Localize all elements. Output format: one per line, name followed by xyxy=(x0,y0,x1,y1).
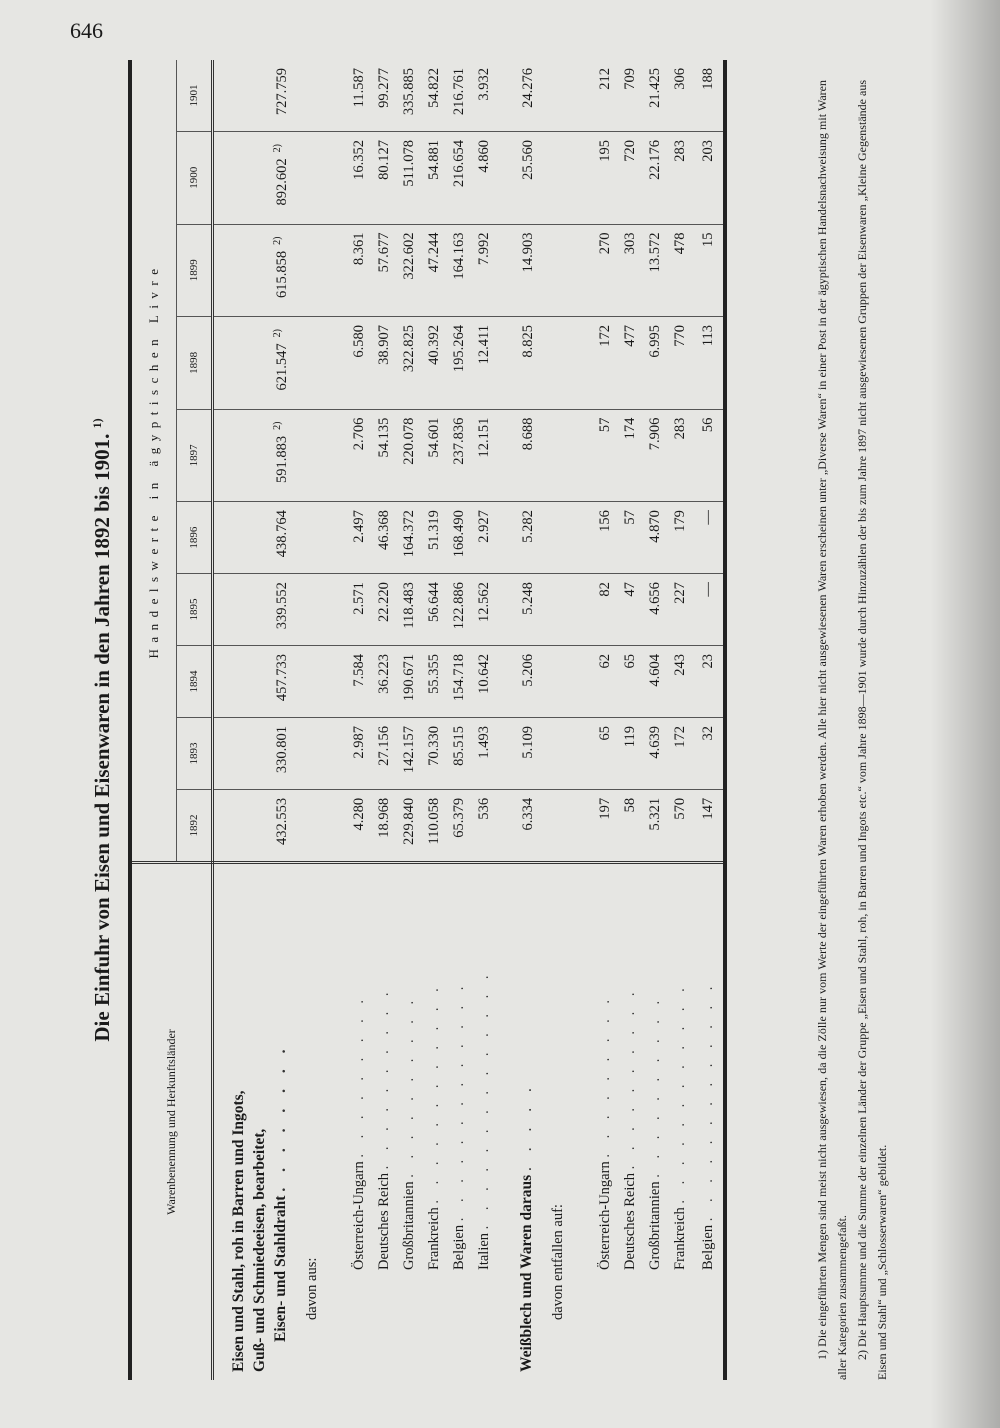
table-cell: 8.688 xyxy=(511,409,537,502)
table-cell: 99.277 xyxy=(372,60,397,131)
table-cell: 2.706 xyxy=(347,409,372,502)
table-cell: 457.733 xyxy=(228,646,291,718)
table-row-iron-steel-total xyxy=(228,60,291,1380)
table-cell: 5.109 xyxy=(511,717,537,789)
table-row xyxy=(668,60,693,1380)
table-cell: 220.078 xyxy=(397,409,422,502)
year-header: 1892 xyxy=(177,789,213,862)
table-cell: 4.860 xyxy=(472,131,497,224)
table-cell: 46.368 xyxy=(372,502,397,574)
year-header: 1899 xyxy=(177,224,213,317)
year-header: 1893 xyxy=(177,717,213,789)
footnote-ref: 2) xyxy=(272,236,284,245)
table-cell: 478 xyxy=(668,224,693,317)
table-cell: 47 xyxy=(618,574,643,646)
table-cell: 54.601 xyxy=(422,409,447,502)
table-cell: 172 xyxy=(668,717,693,789)
table-row xyxy=(422,60,447,1380)
table-cell: 477 xyxy=(618,317,643,410)
table-cell: 172 xyxy=(593,317,618,410)
table-cell: 65.379 xyxy=(451,797,467,838)
table-cell: 113 xyxy=(693,317,725,410)
table-cell: — xyxy=(693,574,725,646)
table-cell: 5.248 xyxy=(511,574,537,646)
table-cell: 22.220 xyxy=(372,574,397,646)
table-cell: 330.801 xyxy=(228,717,291,789)
table-cell: 110.058 xyxy=(426,797,442,845)
table-cell: 2.987 xyxy=(347,717,372,789)
table-cell: 54.822 xyxy=(422,60,447,131)
table-cell: 56.644 xyxy=(422,574,447,646)
table-cell: 5.282 xyxy=(511,502,537,574)
table-cell: 892.602$^{2)}$ xyxy=(228,131,291,224)
table-cell: 7.992 xyxy=(472,224,497,317)
table-cell: 216.654 xyxy=(447,131,472,224)
table-cell: 770 xyxy=(668,317,693,410)
table-cell: 322.602 xyxy=(397,224,422,317)
country-label: Großbritannien . . . . . . . . . . xyxy=(643,863,668,1381)
title-footnote-ref: 1) xyxy=(90,418,104,429)
table-cell: 4.656 xyxy=(643,574,668,646)
value-column-header: Handelswerte in ägyptischen Livre xyxy=(130,60,177,863)
title-text: Die Einfuhr von Eisen und Eisenwaren in den Jahren 1892 bis 1901. xyxy=(90,433,114,1042)
footnote-ref: 2) xyxy=(272,143,284,153)
country-label: Belgien . . . . . . . . . . . . . xyxy=(447,863,472,1381)
year-header: 1901 xyxy=(177,60,213,131)
table-cell: 283 xyxy=(668,131,693,224)
table-cell: 10.642 xyxy=(472,646,497,718)
table-cell: — xyxy=(693,502,725,574)
label-line: Eisen- und Stahldraht xyxy=(272,1195,289,1342)
table-cell: 36.223 xyxy=(372,646,397,718)
rotated-table-page xyxy=(60,60,940,1400)
table-cell: 335.885 xyxy=(397,60,422,131)
table-cell: 7.906 xyxy=(643,409,668,502)
table-cell: 438.764 xyxy=(228,502,291,574)
footnote-1: 1) Die eingeführten Mengen sind meist nicht ausgewiesen, da die Zölle nur vom Werte der eingeführten Waren erhoben werden. Alle hier nicht ausgewiesenen Waren erscheinen unter „Diverse Waren“ in einer Post in der ägyptischen Handelsnachweisung mit Waren aller Kategorien zusammengefaßt. xyxy=(815,80,849,1380)
table-cell: 4.639 xyxy=(643,717,668,789)
table-row xyxy=(397,60,422,1380)
footnote-ref: 2) xyxy=(272,421,284,430)
page-number: 646 xyxy=(70,18,103,43)
table-cell: 8.361 xyxy=(347,224,372,317)
table-title xyxy=(90,60,115,1400)
table-cell: 54.135 xyxy=(372,409,397,502)
table-cell: 432.553 xyxy=(274,797,290,846)
country-label: Österreich-Ungarn . . . . . . . . . xyxy=(347,863,372,1381)
spacer-row xyxy=(497,60,511,1380)
table-cell: 62 xyxy=(593,646,618,718)
table-cell: 142.157 xyxy=(397,717,422,789)
year-header: 1895 xyxy=(177,574,213,646)
table-cell: 23 xyxy=(693,646,725,718)
table-cell: 212 xyxy=(593,60,618,131)
sub-heading-row xyxy=(291,60,333,1380)
year-header: 1898 xyxy=(177,317,213,410)
table-cell: 164.372 xyxy=(397,502,422,574)
table-cell: 156 xyxy=(593,502,618,574)
table-cell: 511.078 xyxy=(397,131,422,224)
table-cell: 6.580 xyxy=(347,317,372,410)
country-label: Deutsches Reich . . . . . . . . . . xyxy=(372,863,397,1381)
table-cell: 55.355 xyxy=(422,646,447,718)
spacer-row xyxy=(579,60,593,1380)
table-cell: 119 xyxy=(618,717,643,789)
table-cell: 18.968 xyxy=(376,797,392,838)
table-cell: 24.276 xyxy=(511,60,537,131)
table-row xyxy=(347,60,372,1380)
table-cell: 22.176 xyxy=(643,131,668,224)
table-cell: 11.587 xyxy=(347,60,372,131)
sub-heading: davon aus: xyxy=(291,863,333,1381)
table-cell: 57 xyxy=(593,409,618,502)
table-cell: 6.334 xyxy=(520,797,536,831)
footnote-2: 2) Die Hauptsumme und die Summe der einzelnen Länder der Gruppe „Eisen und Stahl, roh, in Barren und Ingots etc.“ vom Jahre 1898—1901 wurde durch Hinzuzählen der bis zum Jahre 1897 nicht ausgewiesenen Gruppen der Eisenwaren „Kleine Gegenstände aus Eisen und Stahl“ und „Schlosserwaren“ gebildet. xyxy=(855,80,889,1380)
table-cell: 57 xyxy=(618,502,643,574)
table-cell: 5.206 xyxy=(511,646,537,718)
table-row-tinplate-total xyxy=(511,60,537,1380)
table-cell: 14.903 xyxy=(511,224,537,317)
year-header: 1896 xyxy=(177,502,213,574)
table-cell: 85.515 xyxy=(447,717,472,789)
table-cell: 4.604 xyxy=(643,646,668,718)
sub-heading: davon entfallen auf: xyxy=(537,863,579,1381)
table-cell: 58 xyxy=(622,797,638,813)
table-cell: 47.244 xyxy=(422,224,447,317)
row-label xyxy=(228,863,291,1381)
table-cell: 195 xyxy=(593,131,618,224)
label-line: Eisen und Stahl, roh in Barren und Ingots, xyxy=(230,1090,247,1372)
table-cell: 306 xyxy=(668,60,693,131)
year-header: 1900 xyxy=(177,131,213,224)
table-cell: 3.932 xyxy=(472,60,497,131)
footnote-ref: 2) xyxy=(272,329,284,338)
table-cell: 615.858$^{2)}$ xyxy=(228,224,291,317)
table-cell: 16.352 xyxy=(347,131,372,224)
table-cell: 322.825 xyxy=(397,317,422,410)
table-cell: 8.825 xyxy=(511,317,537,410)
table-cell: 82 xyxy=(593,574,618,646)
table-cell: 621.547$^{2)}$ xyxy=(228,317,291,410)
leader-dots: . . . . . . . . xyxy=(272,1043,289,1192)
table-cell: 197 xyxy=(597,797,613,820)
table-row xyxy=(593,60,618,1380)
table-cell: 283 xyxy=(668,409,693,502)
table-row xyxy=(618,60,643,1380)
country-label: Frankreich . . . . . . . . . . . . xyxy=(668,863,693,1381)
table-cell: 70.330 xyxy=(422,717,447,789)
table-cell: 32 xyxy=(693,717,725,789)
table-cell: 2.497 xyxy=(347,502,372,574)
table-cell: 65 xyxy=(618,646,643,718)
table-cell: 1.493 xyxy=(472,717,497,789)
table-cell: 190.671 xyxy=(397,646,422,718)
country-label: Frankreich . . . . . . . . . . . . xyxy=(422,863,447,1381)
label-column-header: Warenbenennung und Herkunftsländer xyxy=(130,863,213,1381)
table-cell: 237.836 xyxy=(447,409,472,502)
table-cell: 570 xyxy=(672,797,688,820)
table-cell: 536 xyxy=(476,797,492,820)
table-cell: 270 xyxy=(593,224,618,317)
table-cell: 227 xyxy=(668,574,693,646)
footnotes xyxy=(812,80,892,1380)
table-cell: 57.677 xyxy=(372,224,397,317)
spacer-row xyxy=(333,60,347,1380)
table-cell: 727.759 xyxy=(228,60,291,131)
table-cell: 229.840 xyxy=(401,797,417,846)
sub-heading-row xyxy=(537,60,579,1380)
table-cell: 80.127 xyxy=(372,131,397,224)
year-header: 1894 xyxy=(177,646,213,718)
table-cell: 4.280 xyxy=(351,797,367,831)
country-label: Deutsches Reich . . . . . . . . . . xyxy=(618,863,643,1381)
country-label: Italien . . . . . . . . . . . . . . xyxy=(472,863,497,1381)
import-table xyxy=(128,60,727,1380)
table-cell: 243 xyxy=(668,646,693,718)
year-header: 1897 xyxy=(177,409,213,502)
table-cell: 203 xyxy=(693,131,725,224)
table-cell: 21.425 xyxy=(643,60,668,131)
table-cell: 12.151 xyxy=(472,409,497,502)
table-cell: 188 xyxy=(693,60,725,131)
table-cell: 2.571 xyxy=(347,574,372,646)
table-cell: 216.761 xyxy=(447,60,472,131)
table-row xyxy=(447,60,472,1380)
table-row xyxy=(693,60,725,1380)
table-cell: 118.483 xyxy=(397,574,422,646)
table-cell: 27.156 xyxy=(372,717,397,789)
table-row xyxy=(372,60,397,1380)
table-cell: 195.264 xyxy=(447,317,472,410)
table-cell: 6.995 xyxy=(643,317,668,410)
table-cell: 591.883$^{2)}$ xyxy=(228,409,291,502)
table-cell: 2.927 xyxy=(472,502,497,574)
spacer-row xyxy=(213,60,229,1380)
table-cell: 303 xyxy=(618,224,643,317)
table-cell: 5.321 xyxy=(647,797,663,831)
table-cell: 15 xyxy=(693,224,725,317)
table-cell: 4.870 xyxy=(643,502,668,574)
table-cell: 168.490 xyxy=(447,502,472,574)
label-line: Guß- und Schmiedeeisen, bearbeitet, xyxy=(251,1128,268,1372)
table-cell: 40.392 xyxy=(422,317,447,410)
table-cell: 147 xyxy=(693,789,725,862)
country-label: Großbritannien . . . . . . . . . . xyxy=(397,863,422,1381)
table-cell: 38.907 xyxy=(372,317,397,410)
table-cell: 122.886 xyxy=(447,574,472,646)
table-cell: 56 xyxy=(693,409,725,502)
table-cell: 12.411 xyxy=(472,317,497,410)
table-cell: 709 xyxy=(618,60,643,131)
table-cell: 25.560 xyxy=(511,131,537,224)
table-cell: 179 xyxy=(668,502,693,574)
label-line: Weißblech und Waren daraus xyxy=(518,1174,535,1372)
table-cell: 164.163 xyxy=(447,224,472,317)
table-row xyxy=(643,60,668,1380)
table-cell: 51.319 xyxy=(422,502,447,574)
country-label: Belgien . . . . . . . . . . . . . xyxy=(693,863,725,1381)
table-cell: 12.562 xyxy=(472,574,497,646)
country-label: Österreich-Ungarn . . . . . . . . . xyxy=(593,863,618,1381)
row-label xyxy=(511,863,537,1381)
table-cell: 54.881 xyxy=(422,131,447,224)
table-cell: 720 xyxy=(618,131,643,224)
table-cell: 7.584 xyxy=(347,646,372,718)
table-cell: 339.552 xyxy=(228,574,291,646)
table-row xyxy=(472,60,497,1380)
leader-dots: . . . . . xyxy=(518,1082,535,1171)
table-cell: 154.718 xyxy=(447,646,472,718)
table-cell: 65 xyxy=(593,717,618,789)
table-cell: 174 xyxy=(618,409,643,502)
table-cell: 13.572 xyxy=(643,224,668,317)
